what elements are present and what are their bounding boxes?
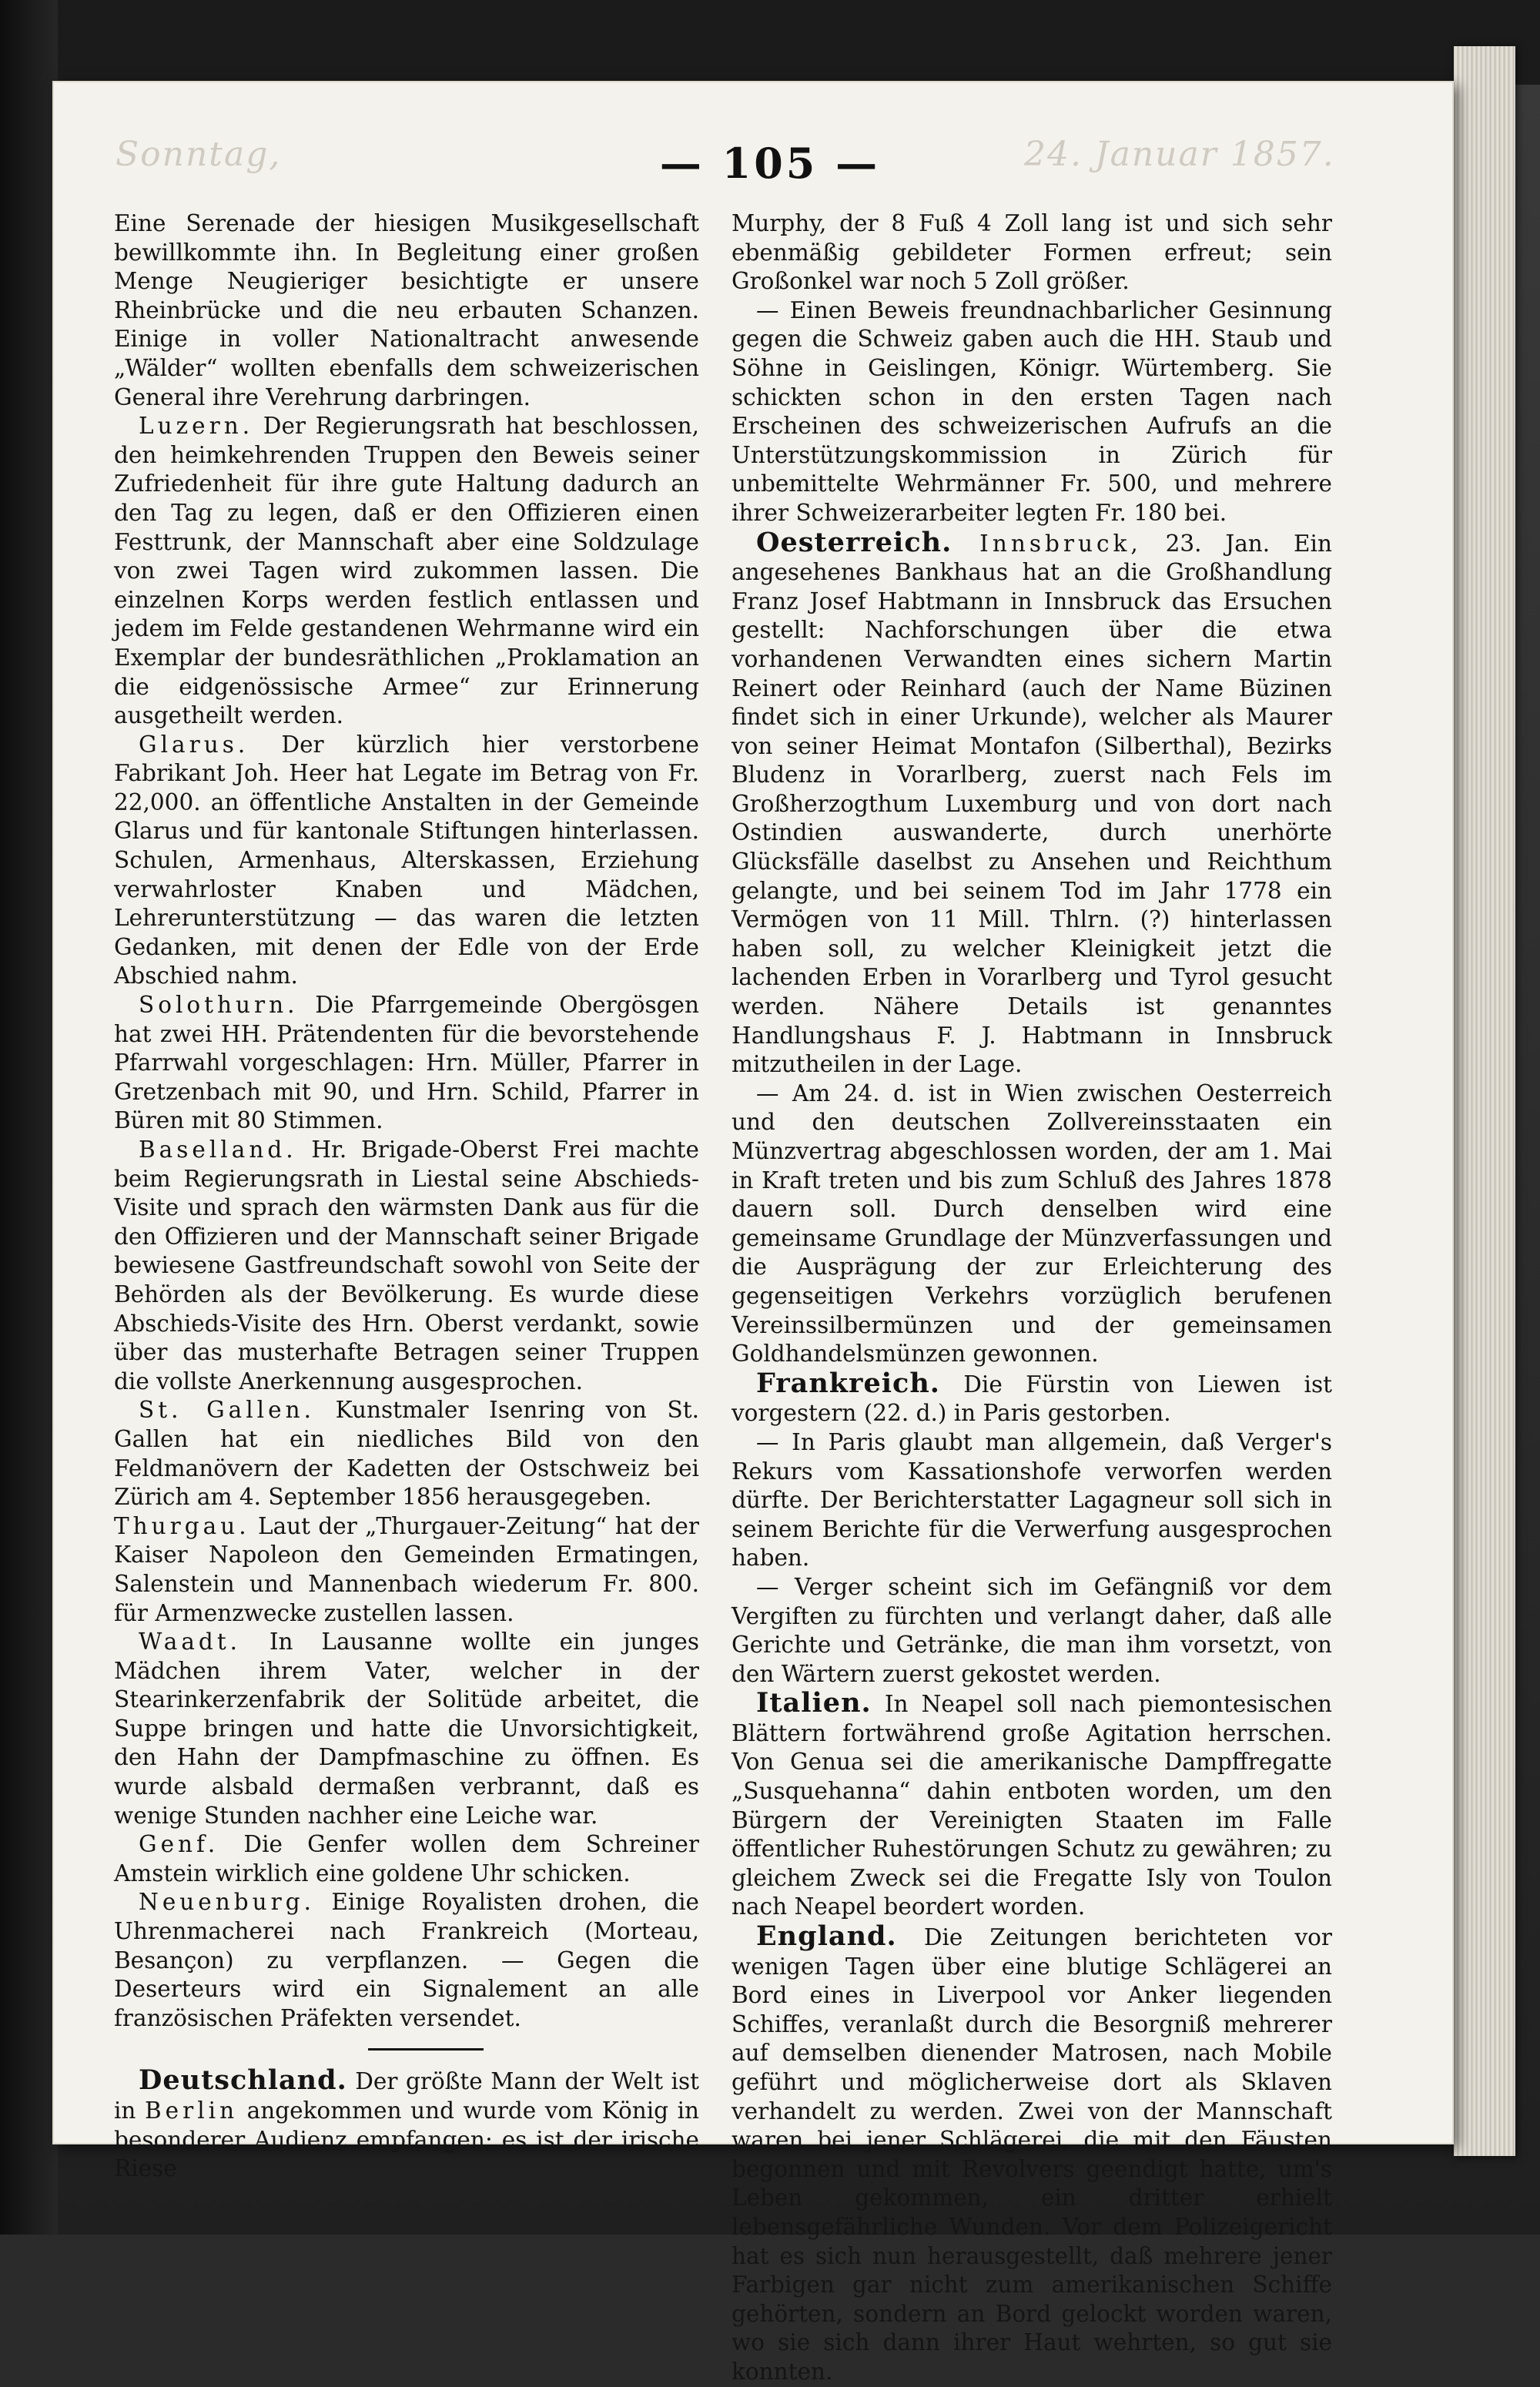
paragraph-deutschland	[114, 2066, 699, 2183]
thurgau-text: Laut der „Thurgauer-Zeitung“ hat der Kaiser Napoleon den Gemeinden Ermatingen, Salenstein und Mannenbach wiederum Fr. 800. für Armenzwecke zustellen lassen.	[114, 1512, 699, 1626]
paragraph-italien	[732, 1689, 1332, 1922]
place-baselland: Baselland.	[139, 1137, 297, 1163]
paragraph-staub: — Einen Beweis freundnachbarlicher Gesinnung gegen die Schweiz gaben auch die HH. Staub und Söhne in Geislingen, Königr. Würtemberg. Sie schickten schon in den ersten Tagen nach Erscheinen des schweizerischen Aufrufs an die Unterstützungskommission in Zürich für unbemittelte Wehrmänner Fr. 500, und mehrere ihrer Schweizerarbeiter legten Fr. 180 bei.	[732, 296, 1332, 526]
oesterreich-text: 23. Jan. Ein angesehenes Bankhaus hat an die Großhandlung Franz Josef Habtmann in Innsbruck das Ersuchen gestellt: Nachforschungen über die etwa vorhandenen Verwandten eines sichern Martin Reinert oder Reinhard (auch der Name Büzinen findet sich in einer Urkunde), welcher als Maurer von seiner Heimat Montafon (Silberthal), Bezirks Bludenz in Vorarlberg, zuerst nach Fels im Großherzogthum Luxemburg und von dort nach Ostindien auswanderte, durch unerhörte Glücksfälle daselbst zu Ansehen und Reichthum gelangte, und bei seinem Tod im Jahr 1778 ein Vermögen von 11 Mill. Thlrn. (?) hinterlassen haben soll, zu welcher Kleinigkeit jetzt die lachenden Erben in Vorarlberg und Tyrol gesucht werden. Nähere Details ist genanntes Handlungshaus F. J. Habtmann in Innsbruck mitzutheilen in der Lage.	[732, 530, 1332, 1078]
deutschland-text-1: Der größte Mann der Welt ist in	[114, 2068, 699, 2124]
stgallen-text: Kunstmaler Isenring von St. Gallen hat ein niedliches Bild von den Feldmanövern der Kadetten der Ostschweiz bei Zürich am 4. September 1856 herausgegeben.	[114, 1397, 699, 1511]
place-neuenburg: Neuenburg.	[139, 1889, 315, 1916]
paragraph-oesterreich	[732, 528, 1332, 1080]
place-innsbruck: Innsbruck,	[952, 530, 1142, 557]
heading-italien: Italien.	[756, 1687, 872, 1719]
glarus-text: Der kürzlich hier verstorbene Fabrikant Joh. Heer hat Legate im Betrag von Fr. 22,000. an öffentliche Anstalten in der Gemeinde Glarus und für kantonale Stiftungen hinterlassen. Schulen, Armenhaus, Alterskassen, Erziehung verwahrloster Knaben und Mädchen, Lehrerunterstützung — das waren die letzten Gedanken, mit denen der Edle von der Erde Abschied nahm.	[114, 731, 699, 989]
book-gutter-shadow	[0, 0, 58, 2235]
paragraph-stgallen	[114, 1396, 699, 1512]
section-divider-rule	[368, 2048, 484, 2051]
frankreich-text: Die Fürstin von Liewen ist vorgestern (22. d.) in Paris gestorben.	[732, 1371, 1332, 1427]
heading-deutschland: Deutschland.	[139, 2064, 347, 2097]
england-text: Die Zeitungen berichteten vor wenigen Tagen über eine blutige Schlägerei an Bord eines in Liverpool vor Anker liegenden Schiffes, veranlaßt durch die Besorgniß mehrerer auf demselben dienender Matrosen, nach Mobile geführt und möglicherweise dort als Sklaven verhandelt zu werden. Zwei von der Mannschaft waren bei jener Schlägerei, die mit den Fäusten begonnen und mit Revolvers geendigt hatte, um's Leben gekommen, ein dritter erhielt lebensgefährliche Wunden. Vor dem Polizeigericht hat es sich nun herausgestellt, daß mehrere jener Farbigen gar nicht zum amerikanischen Schiffe gehörten, sondern an Bord gelockt worden waren, wo sie sich dann ihrer Haut wehrten, so gut sie konnten.	[732, 1924, 1332, 2385]
paragraph-genf	[114, 1830, 699, 1888]
genf-text: Die Genfer wollen dem Schreiner Amstein wirklich eine goldene Uhr schicken.	[114, 1831, 699, 1886]
page-stack-edge	[1454, 46, 1515, 2156]
right-column	[732, 209, 1332, 2387]
page-number: — 105 —	[659, 139, 881, 188]
paragraph-frankreich	[732, 1369, 1332, 1428]
paragraph-serenade: Eine Serenade der hiesigen Musikgesellschaft bewillkommte ihn. In Begleitung einer großen Menge Neugieriger besichtigte er unsere Rheinbrücke und die neu erbauten Schanzen. Einige in voller Nationaltracht anwesende „Wälder“ wollten ebenfalls dem schweizerischen General ihre Verehrung darbringen.	[114, 210, 699, 410]
paragraph-thurgau	[114, 1512, 699, 1628]
paragraph-solothurn	[114, 991, 699, 1136]
neuenburg-text: Einige Royalisten drohen, die Uhrenmacherei nach Frankreich (Morteau, Besançon) zu verpflanzen. — Gegen die Deserteurs wird ein Signalement an alle französischen Präfekten versendet.	[114, 1889, 699, 2031]
paragraph-verger-1: — In Paris glaubt man allgemein, daß Verger's Rekurs vom Kassationshofe verworfen werden dürfte. Der Berichterstatter Lagagneur soll sich in seinem Berichte für die Verwerfung ausgesprochen haben.	[732, 1428, 1332, 1572]
paragraph-england	[732, 1922, 1332, 2387]
place-glarus: Glarus.	[139, 731, 249, 758]
place-genf: Genf.	[139, 1831, 219, 1858]
bleed-through-left: Sonntag,	[116, 135, 282, 174]
paragraph-waadt	[114, 1628, 699, 1830]
place-stgallen: St. Gallen.	[139, 1397, 315, 1424]
waadt-text: In Lausanne wollte ein junges Mädchen ihrem Vater, welcher in der Stearinkerzenfabrik der Solitüde arbeitet, die Suppe bringen und hatte die Unvorsichtigkeit, den Hahn der Dampfmaschine zu öffnen. Es wurde alsbald dermaßen verbrannt, daß es wenige Stunden nachher eine Leiche war.	[114, 1629, 699, 1829]
paragraph-neuenburg	[114, 1888, 699, 2033]
italien-text: In Neapel soll nach piemontesischen Blättern fortwährend große Agitation herrschen. Von Genua sei die amerikanische Dampffregatte „Susquehanna“ dahin entboten worden, um den Bürgern der Vereinigten Staaten im Falle öffentlicher Ruhestörungen Schutz zu gewähren; zu gleichem Zweck sei die Fregatte Isly von Toulon nach Neapel beordert worden.	[732, 1691, 1332, 1920]
place-solothurn: Solothurn.	[139, 992, 299, 1019]
luzern-text: Der Regierungsrath hat beschlossen, den heimkehrenden Truppen den Beweis seiner Zufriedenheit für ihre gute Haltung dadurch an den Tag zu legen, daß er den Offizieren einen Festtrunk, der Mannschaft aber eine Soldzulage von zwei Tagen wird zukommen lassen. Die einzelnen Korps werden festlich entlassen und jedem im Felde gestandenen Wehrmanne wird ein Exemplar der bundesräthlichen „Proklamation an die eidgenössische Armee“ zur Erinnerung ausgetheilt werden.	[114, 413, 699, 729]
heading-frankreich: Frankreich.	[756, 1367, 940, 1399]
paragraph-verger-2: — Verger scheint sich im Gefängniß vor dem Vergiften zu fürchten und verlangt daher, daß alle Gerichte und Getränke, die man ihm vorsetzt, von den Wärtern zuerst gekostet werden.	[732, 1573, 1332, 1687]
solothurn-text: Die Pfarrgemeinde Obergösgen hat zwei HH. Prätendenten für die bevorstehende Pfarrwahl vorgeschlagen: Hrn. Müller, Pfarrer in Gretzenbach mit 90, und Hrn. Schild, Pfarrer in Büren mit 80 Stimmen.	[114, 992, 699, 1134]
place-luzern: Luzern.	[139, 413, 254, 440]
place-berlin: Berlin	[144, 2097, 239, 2124]
baselland-text: Hr. Brigade-Oberst Frei machte beim Regierungsrath in Liestal seine Abschieds-Visite und sprach den wärmsten Dank aus für die den Offizieren und der Mannschaft seiner Brigade bewiesene Gastfreundschaft sowohl von Seite der Behörden als der Bevölkerung. Es wurde diese Abschieds-Visite des Hrn. Oberst verdankt, sowie über das musterhafte Betragen seiner Truppen die vollste Anerkennung ausgesprochen.	[114, 1137, 699, 1394]
deutschland-text-2: angekommen und wurde vom König in besonderer Audienz empfangen; es ist der irische Riese	[114, 2097, 700, 2182]
paragraph-murphy: Murphy, der 8 Fuß 4 Zoll lang ist und sich sehr ebenmäßig gebildeter Formen erfreut; sein Großonkel war noch 5 Zoll größer.	[732, 210, 1332, 295]
paragraph-luzern	[114, 412, 699, 731]
heading-oesterreich: Oesterreich.	[756, 526, 952, 558]
paragraph-wien: — Am 24. d. ist in Wien zwischen Oesterreich und den deutschen Zollvereinsstaaten ein Münzvertrag abgeschlossen worden, der am 1. Mai in Kraft treten und bis zum Schluß des Jahres 1878 dauern soll. Durch denselben wird eine gemeinsame Grundlage der Münzverfassungen und die Ausprägung der zur Erleichterung des gegenseitigen Verkehrs vorzüglich berufenen Vereinssilbermünzen und der gemeinsamen Goldhandelsmünzen gewonnen.	[732, 1080, 1332, 1368]
paragraph-baselland	[114, 1136, 699, 1396]
heading-england: England.	[756, 1920, 897, 1953]
left-column	[114, 209, 699, 2184]
paragraph-glarus	[114, 731, 699, 991]
place-waadt: Waadt.	[139, 1629, 242, 1656]
place-thurgau: Thurgau.	[114, 1512, 250, 1539]
scan-top-margin	[0, 0, 1540, 85]
bleed-through-right: 24. Januar 1857.	[1024, 135, 1335, 174]
